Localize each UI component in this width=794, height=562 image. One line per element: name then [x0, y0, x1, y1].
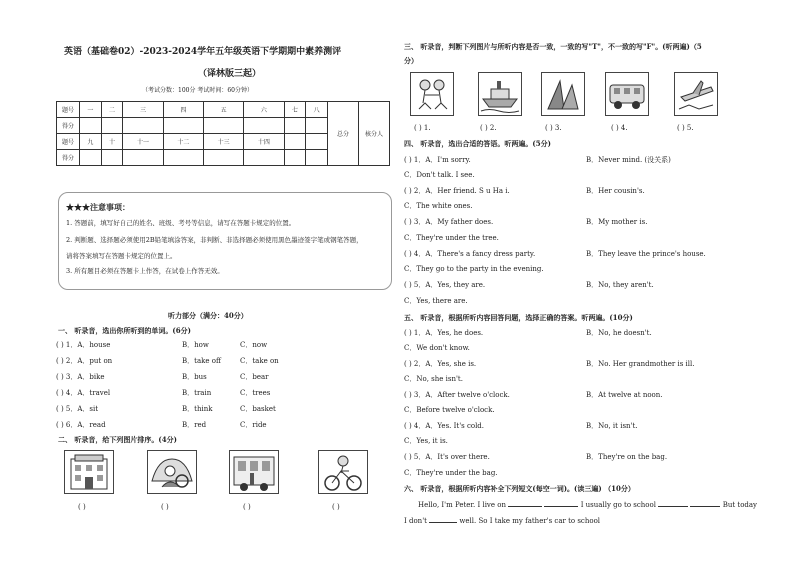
bus-picture	[229, 450, 279, 494]
score-col: 四	[163, 102, 203, 118]
option-b: B．bus	[182, 373, 207, 381]
option-b: B．My mother is.	[586, 218, 648, 226]
option-c: C．trees	[240, 389, 271, 397]
option-c: C．bear	[240, 373, 269, 381]
passage-text: Hello, I'm Peter. I live on	[418, 501, 506, 509]
score-cell[interactable]	[101, 150, 123, 166]
notice-item: 2. 判断题、选择题必须使用2B铅笔填涂答案，非判断、非选择题必须使用黑色墨迹签字笔或钢笔答题，	[66, 236, 363, 244]
option-c: C．They're under the tree.	[404, 234, 499, 242]
score-col: 一	[80, 102, 102, 118]
fill-blank[interactable]	[429, 522, 457, 523]
question-item[interactable]: ( ) 1．A．I'm sorry.	[404, 156, 471, 164]
score-col: 三	[123, 102, 163, 118]
section4-title: 四、 听录音，选出合适的答语。听两遍。(5分)	[404, 139, 551, 148]
option-c: C．take on	[240, 357, 279, 365]
option-c: C．They're under the bag.	[404, 469, 498, 477]
question-item[interactable]: ( ) 6．A．read	[56, 421, 106, 429]
section3-title-cont: 分）	[404, 56, 418, 65]
bike-rider-picture	[318, 450, 368, 494]
answer-bracket[interactable]: ( ) 2.	[480, 124, 497, 132]
option-b: B．how	[182, 341, 209, 349]
option-b: B．No, it isn't.	[586, 422, 638, 430]
answer-bracket[interactable]: ( )	[243, 503, 251, 511]
score-col: 十二	[163, 134, 203, 150]
fill-blank[interactable]	[544, 506, 578, 507]
option-c: C．Before twelve o'clock.	[404, 406, 495, 414]
score-cell[interactable]	[163, 150, 203, 166]
option-b: B．take off	[182, 357, 221, 365]
answer-bracket[interactable]: ( ) 1.	[414, 124, 431, 132]
score-col: 十	[101, 134, 123, 150]
score-cell[interactable]	[284, 118, 306, 134]
option-c: C．No, she isn't.	[404, 375, 463, 383]
option-b: B．train	[182, 389, 212, 397]
score-cell[interactable]	[244, 150, 284, 166]
option-c: C．basket	[240, 405, 276, 413]
passage-text: But today	[722, 501, 758, 509]
option-b: B．At twelve at noon.	[586, 391, 663, 399]
question-item[interactable]: ( ) 2．A．Yes, she is.	[404, 360, 477, 368]
score-row-label: 得分	[57, 118, 80, 134]
score-cell[interactable]	[306, 150, 328, 166]
notice-item: 1. 答题前，填写好自己的姓名、班级、考号等信息，请写在答题卡规定的位置。	[66, 219, 296, 227]
question-item[interactable]: ( ) 5．A．sit	[56, 405, 99, 413]
question-item[interactable]: ( ) 4．A．There's a fancy dress party.	[404, 250, 536, 258]
score-cell[interactable]	[80, 150, 102, 166]
passage-text: I usually go to school	[580, 501, 656, 509]
score-row-label: 得分	[57, 150, 80, 166]
car-driver-picture	[147, 450, 197, 494]
score-cell[interactable]	[123, 150, 163, 166]
option-b: B．Never mind. (没关系)	[586, 156, 671, 164]
score-cell[interactable]	[203, 150, 243, 166]
score-cell[interactable]	[123, 118, 163, 134]
option-b: B．They're on the bag.	[586, 453, 668, 461]
fill-blank[interactable]	[508, 506, 542, 507]
score-col: 五	[203, 102, 243, 118]
bus-vehicle-picture	[605, 72, 649, 116]
notice-heading: ★★★注意事项：	[66, 202, 130, 212]
score-cell[interactable]	[203, 118, 243, 134]
score-col: 二	[101, 102, 123, 118]
passage-text: I don't	[404, 517, 427, 525]
option-c: C．Yes, it is.	[404, 437, 448, 445]
option-c: C．Yes, there are.	[404, 297, 468, 305]
question-item[interactable]: ( ) 2．A．put on	[56, 357, 113, 365]
section1-title: 一、 听录音，选出你所听到的单词。(6分)	[58, 326, 191, 335]
score-col: 八	[306, 102, 328, 118]
option-b: B．No, they aren't.	[586, 281, 654, 289]
score-cell[interactable]	[306, 118, 328, 134]
passage-line-1	[418, 501, 757, 510]
fill-blank[interactable]	[658, 506, 688, 507]
answer-bracket[interactable]: ( )	[78, 503, 86, 511]
option-c: C．We don't know.	[404, 344, 470, 352]
notice-item: 请将答案填写在答题卡规定的位置上。	[66, 252, 177, 260]
answer-bracket[interactable]: ( )	[161, 503, 169, 511]
question-item[interactable]: ( ) 2．A．Her friend. S u Ha i.	[404, 187, 510, 195]
score-col: 十一	[123, 134, 163, 150]
notice-item: 3. 所有题目必须在答题卡上作答，在试卷上作答无效。	[66, 267, 224, 275]
score-col	[306, 134, 328, 150]
answer-bracket[interactable]: ( ) 5.	[677, 124, 694, 132]
passage-text: well. So I take my father's car to school	[459, 517, 601, 525]
listening-header: 听力部分（满分：40分）	[168, 311, 248, 320]
option-b: B．No, he doesn't.	[586, 329, 652, 337]
option-c: C．Don't talk. I see.	[404, 171, 475, 179]
building-picture	[64, 450, 114, 494]
question-item[interactable]: ( ) 5．A．It's over there.	[404, 453, 490, 461]
page-title: 英语（基础卷02）-2023-2024学年五年级英语下学期期中素养测评	[64, 47, 342, 57]
question-item[interactable]: ( ) 4．A．Yes. It's cold.	[404, 422, 485, 430]
section3-title: 三、 听录音，判断下列图片与所听内容是否一致，一致的写"T"，不一致的写"F"。(听两遍)（5	[404, 42, 702, 51]
question-item[interactable]: ( ) 3．A．My father does.	[404, 218, 494, 226]
question-item[interactable]: ( ) 1．A．Yes, he does.	[404, 329, 484, 337]
section2-title: 二、 听录音，给下列图片排序。(4分)	[58, 435, 177, 444]
tree-picture	[541, 72, 585, 116]
answer-bracket[interactable]: ( ) 3.	[545, 124, 562, 132]
score-col: 十四	[244, 134, 284, 150]
option-c: C．ride	[240, 421, 267, 429]
question-item[interactable]: ( ) 3．A．bike	[56, 373, 105, 381]
answer-bracket[interactable]: ( )	[332, 503, 340, 511]
kids-playing-picture	[410, 72, 454, 116]
score-cell[interactable]	[101, 118, 123, 134]
grader-label: 核分人	[359, 102, 390, 166]
score-cell[interactable]	[244, 118, 284, 134]
answer-bracket[interactable]: ( ) 4.	[611, 124, 628, 132]
total-score-label: 总分	[328, 102, 359, 166]
question-item[interactable]: ( ) 3．A．After twelve o'clock.	[404, 391, 510, 399]
fill-blank[interactable]	[690, 506, 720, 507]
score-cell[interactable]	[80, 118, 102, 134]
score-cell[interactable]	[284, 150, 306, 166]
score-col: 九	[80, 134, 102, 150]
option-c: C．The white ones.	[404, 202, 473, 210]
score-col: 十三	[203, 134, 243, 150]
score-col	[284, 134, 306, 150]
question-item[interactable]: ( ) 5．A．Yes, they are.	[404, 281, 486, 289]
passage-line-2	[404, 517, 600, 526]
page-subtitle: （译林版三起）	[198, 69, 262, 79]
option-b: B．No. Her grandmother is ill.	[586, 360, 695, 368]
question-item[interactable]: ( ) 4．A．travel	[56, 389, 111, 397]
score-row-label: 题号	[57, 134, 80, 150]
question-item[interactable]: ( ) 1．A．house	[56, 341, 111, 349]
option-b: B．think	[182, 405, 213, 413]
option-b: B．They leave the prince's house.	[586, 250, 706, 258]
ship-picture	[478, 72, 522, 116]
section5-title: 五、 听录音，根据所听内容回答问题，选择正确的答案。听两遍。(10分)	[404, 313, 633, 322]
section6-title: 六、 听录音，根据所听内容补全下列短文(每空一词)。(读三遍) （10分）	[404, 484, 635, 493]
option-b: B．Her cousin's.	[586, 187, 645, 195]
exam-meta: （考试分数：100分 考试时间：60分钟）	[142, 87, 253, 94]
option-c: C．They go to the party in the evening.	[404, 265, 544, 273]
score-col: 七	[284, 102, 306, 118]
score-row-label: 题号	[57, 102, 80, 118]
option-c: C．now	[240, 341, 268, 349]
score-table	[56, 101, 390, 166]
plane-picture	[674, 72, 718, 116]
score-cell[interactable]	[163, 118, 203, 134]
option-b: B．red	[182, 421, 207, 429]
score-col: 六	[244, 102, 284, 118]
